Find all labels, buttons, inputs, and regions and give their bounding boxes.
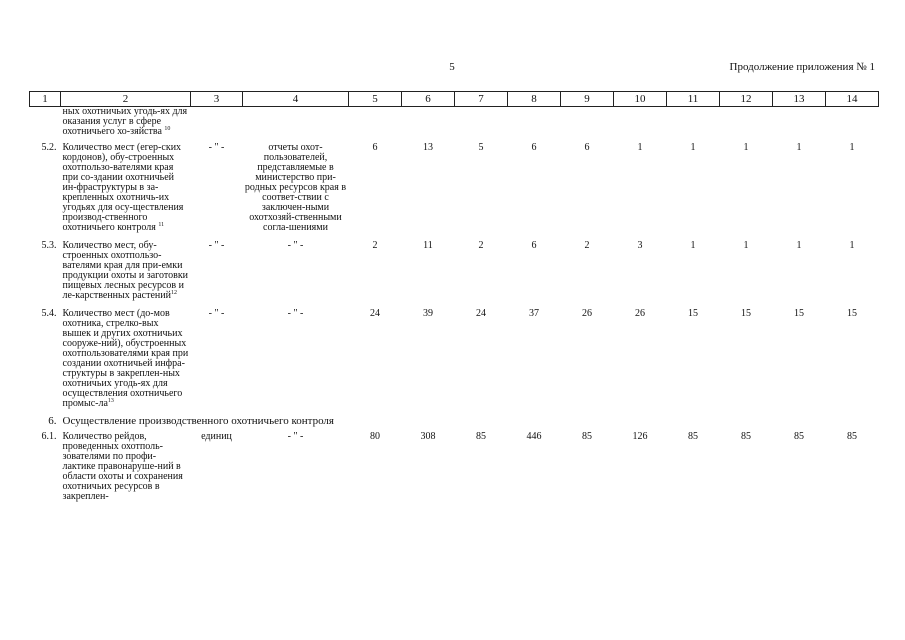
column-header: 8 <box>508 92 561 107</box>
value-cell: 1 <box>743 142 749 153</box>
column-header: 9 <box>561 92 614 107</box>
footnote-mark: 13 <box>107 398 114 404</box>
unit-cell: - " - <box>208 240 225 251</box>
value-cell: 85 <box>582 431 592 442</box>
appendix-continuation-label: Продолжение приложения № 1 <box>729 61 875 73</box>
source-cell: - " - <box>287 431 304 442</box>
footnote-mark: 12 <box>170 290 177 296</box>
value-cell: 15 <box>741 308 751 319</box>
value-cell: 15 <box>847 308 857 319</box>
indicator-name: Количество мест (до-мов охотника, стрелко-вых вышек и других охотничьих сооруже-ний), обустроенных охотпользователями края при создании охотничьей инфра-структуры в закреплен-ных охотничьих угодь-ях для осуществления охотничьего промыс-ла <box>62 308 189 409</box>
indicator-name: Количество рейдов, проведенных охотполь-зователями по профи-лактике правонаруше-ний в области охоты и сохранения охотничьих ресурсов в закреплен- <box>62 431 183 502</box>
value-cell: 126 <box>632 431 648 442</box>
section-row <box>30 416 879 432</box>
source-cell: отчеты охот-пользователей, представляемые в министерство при-родных ресурсов края в соответ-ствии с заключен-ными охотхозяй-ственными согла-шениями <box>244 142 347 233</box>
column-header: 4 <box>243 92 349 107</box>
value-cell: 1 <box>690 142 696 153</box>
value-cell: 15 <box>794 308 804 319</box>
indicator-name: ных охотничьих угодь-ях для оказания услуг в сфере охотничьего хо-зяйства <box>62 106 188 137</box>
section-number: 6. <box>48 415 57 427</box>
value-cell: 5 <box>478 142 484 153</box>
source-cell: - " - <box>287 308 304 319</box>
value-cell: 2 <box>478 240 484 251</box>
column-header: 5 <box>349 92 402 107</box>
value-cell: 1 <box>743 240 749 251</box>
column-header: 12 <box>720 92 773 107</box>
value-cell: 85 <box>794 431 804 442</box>
value-cell: 15 <box>688 308 698 319</box>
value-cell: 85 <box>476 431 486 442</box>
empty-cells <box>191 107 879 144</box>
unit-cell: - " - <box>208 308 225 319</box>
section-title: Осуществление производственного охотничьего контроля <box>62 415 334 427</box>
value-cell: 2 <box>372 240 378 251</box>
value-cell: 6 <box>531 240 537 251</box>
column-header: 2 <box>61 92 191 107</box>
value-cell: 24 <box>370 308 380 319</box>
value-cell: 6 <box>531 142 537 153</box>
source-cell: - " - <box>287 240 304 251</box>
value-cell: 1 <box>637 142 643 153</box>
indicator-name: Количество мест (егер-ских кордонов), обу-строенных охотпользо-вателями края при со-здании охотничьей ин-фраструктуры в за-крепленных охотничь-их угодьях для осу-ществления производ-ственного охотничьего контроля <box>62 142 184 233</box>
unit-cell: единиц <box>201 431 232 442</box>
value-cell: 3 <box>637 240 643 251</box>
indicator-name-cell <box>61 143 191 241</box>
row-number-cell <box>30 107 61 144</box>
footnote-mark: 11 <box>158 222 165 228</box>
row-number: 6.1. <box>41 431 57 442</box>
table-row <box>30 432 879 502</box>
page-number: 5 <box>449 61 455 73</box>
column-header: 13 <box>773 92 826 107</box>
unit-cell: - " - <box>208 142 225 153</box>
row-number: 5.4. <box>41 308 57 319</box>
value-cell: 26 <box>635 308 645 319</box>
footnote-mark: 10 <box>164 126 171 132</box>
value-cell: 1 <box>849 240 855 251</box>
column-number-header-row <box>30 92 879 107</box>
indicator-name: Количество мест, обу-строенных охотпользо-вателями края для при-емки продукции охоты и заготовки пищевых лесных ресурсов и ле-карственных растений <box>62 240 189 301</box>
column-header: 14 <box>826 92 879 107</box>
table-row <box>30 143 879 241</box>
column-header: 11 <box>667 92 720 107</box>
value-cell: 6 <box>584 142 590 153</box>
value-cell: 2 <box>584 240 590 251</box>
value-cell: 1 <box>796 142 802 153</box>
indicators-table <box>29 91 879 502</box>
value-cell: 85 <box>688 431 698 442</box>
value-cell: 26 <box>582 308 592 319</box>
value-cell: 6 <box>372 142 378 153</box>
column-header: 3 <box>191 92 243 107</box>
indicator-name-cell <box>61 107 191 144</box>
value-cell: 24 <box>476 308 486 319</box>
table-row <box>30 309 879 416</box>
table-row <box>30 241 879 309</box>
value-cell: 37 <box>529 308 539 319</box>
value-cell: 11 <box>423 240 433 251</box>
value-cell: 1 <box>849 142 855 153</box>
indicator-name-cell <box>61 309 191 416</box>
column-header: 10 <box>614 92 667 107</box>
row-number: 5.3. <box>41 240 57 251</box>
value-cell: 13 <box>423 142 433 153</box>
value-cell: 85 <box>741 431 751 442</box>
value-cell: 85 <box>847 431 857 442</box>
indicator-name-cell <box>61 241 191 309</box>
column-header: 1 <box>30 92 61 107</box>
value-cell: 1 <box>796 240 802 251</box>
column-header: 6 <box>402 92 455 107</box>
value-cell: 308 <box>420 431 436 442</box>
value-cell: 80 <box>370 431 380 442</box>
table-row-continued <box>30 107 879 144</box>
value-cell: 446 <box>526 431 542 442</box>
row-number: 5.2. <box>41 142 57 153</box>
value-cell: 1 <box>690 240 696 251</box>
value-cell: 39 <box>423 308 433 319</box>
column-header: 7 <box>455 92 508 107</box>
